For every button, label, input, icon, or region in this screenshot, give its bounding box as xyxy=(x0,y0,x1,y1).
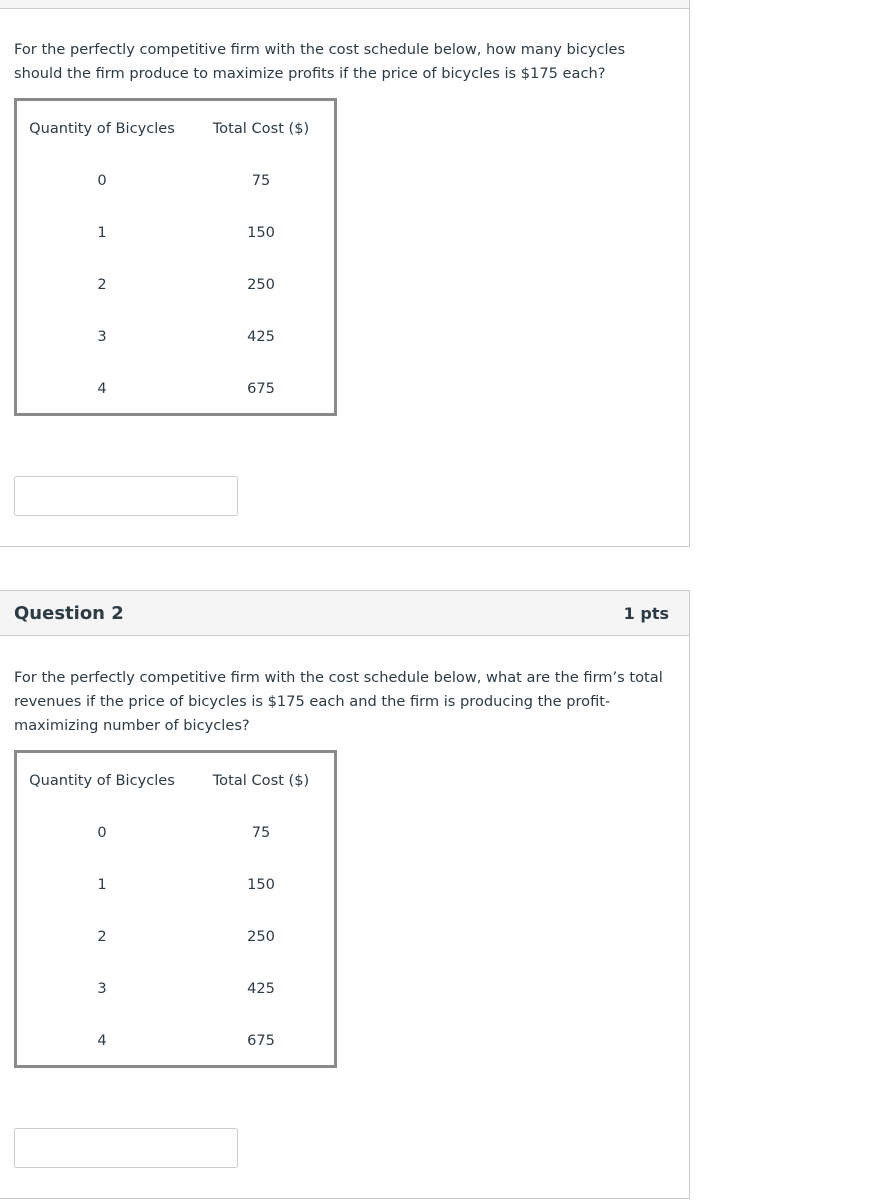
total-cost-cell: 150 xyxy=(247,876,275,893)
total-cost-cell: 675 xyxy=(247,1032,275,1049)
total-cost-cell: 675 xyxy=(247,380,275,397)
quantity-cell: 1 xyxy=(97,224,107,241)
column-header-total-cost: Total Cost ($) xyxy=(212,772,310,789)
total-cost-cell: 250 xyxy=(247,276,275,293)
quantity-cell: 0 xyxy=(97,172,107,189)
table-row xyxy=(17,259,334,311)
quantity-cell: 1 xyxy=(97,876,107,893)
question-text-2: For the perfectly competitive firm with the cost schedule below, what are the firm’s total revenues if the price of bicycles is $175 each and the firm is producing the profit-maximizing number of bicycles? xyxy=(14,669,663,734)
table-row xyxy=(17,311,334,363)
table-row xyxy=(17,155,334,207)
total-cost-cell: 75 xyxy=(251,172,271,189)
total-cost-cell: 425 xyxy=(247,328,275,345)
question-header-2 xyxy=(0,591,689,636)
column-header-quantity: Quantity of Bicycles xyxy=(29,120,175,137)
table-row xyxy=(17,207,334,259)
answer-input-1[interactable] xyxy=(14,476,238,516)
question-points: 1 pts xyxy=(623,603,669,623)
question-card-2 xyxy=(0,590,690,1199)
total-cost-cell: 75 xyxy=(251,824,271,841)
question-text-1: For the perfectly competitive firm with the cost schedule below, how many bicycles should the firm produce to maximize profits if the price of bicycles is $175 each? xyxy=(14,41,626,82)
total-cost-cell: 250 xyxy=(247,928,275,945)
question-card-1 xyxy=(0,0,690,547)
total-cost-cell: 150 xyxy=(247,224,275,241)
cost-schedule-table-2 xyxy=(14,750,337,1068)
table-row xyxy=(17,911,334,963)
quantity-cell: 2 xyxy=(97,276,107,293)
total-cost-cell: 425 xyxy=(247,980,275,997)
quantity-cell: 3 xyxy=(97,980,107,997)
question-header-1 xyxy=(0,0,689,9)
quantity-cell: 4 xyxy=(97,380,107,397)
quantity-cell: 2 xyxy=(97,928,107,945)
quantity-cell: 4 xyxy=(97,1032,107,1049)
answer-input-2[interactable] xyxy=(14,1128,238,1168)
cost-schedule-table-1 xyxy=(14,98,337,416)
question-title: Question 2 xyxy=(14,602,124,624)
table-row xyxy=(17,963,334,1015)
table-row xyxy=(17,1015,334,1067)
table-row xyxy=(17,363,334,415)
table-header-row xyxy=(17,755,334,807)
column-header-quantity: Quantity of Bicycles xyxy=(29,772,175,789)
table-row xyxy=(17,859,334,911)
column-header-total-cost: Total Cost ($) xyxy=(212,120,310,137)
table-row xyxy=(17,807,334,859)
table-header-row xyxy=(17,103,334,155)
quantity-cell: 0 xyxy=(97,824,107,841)
quantity-cell: 3 xyxy=(97,328,107,345)
